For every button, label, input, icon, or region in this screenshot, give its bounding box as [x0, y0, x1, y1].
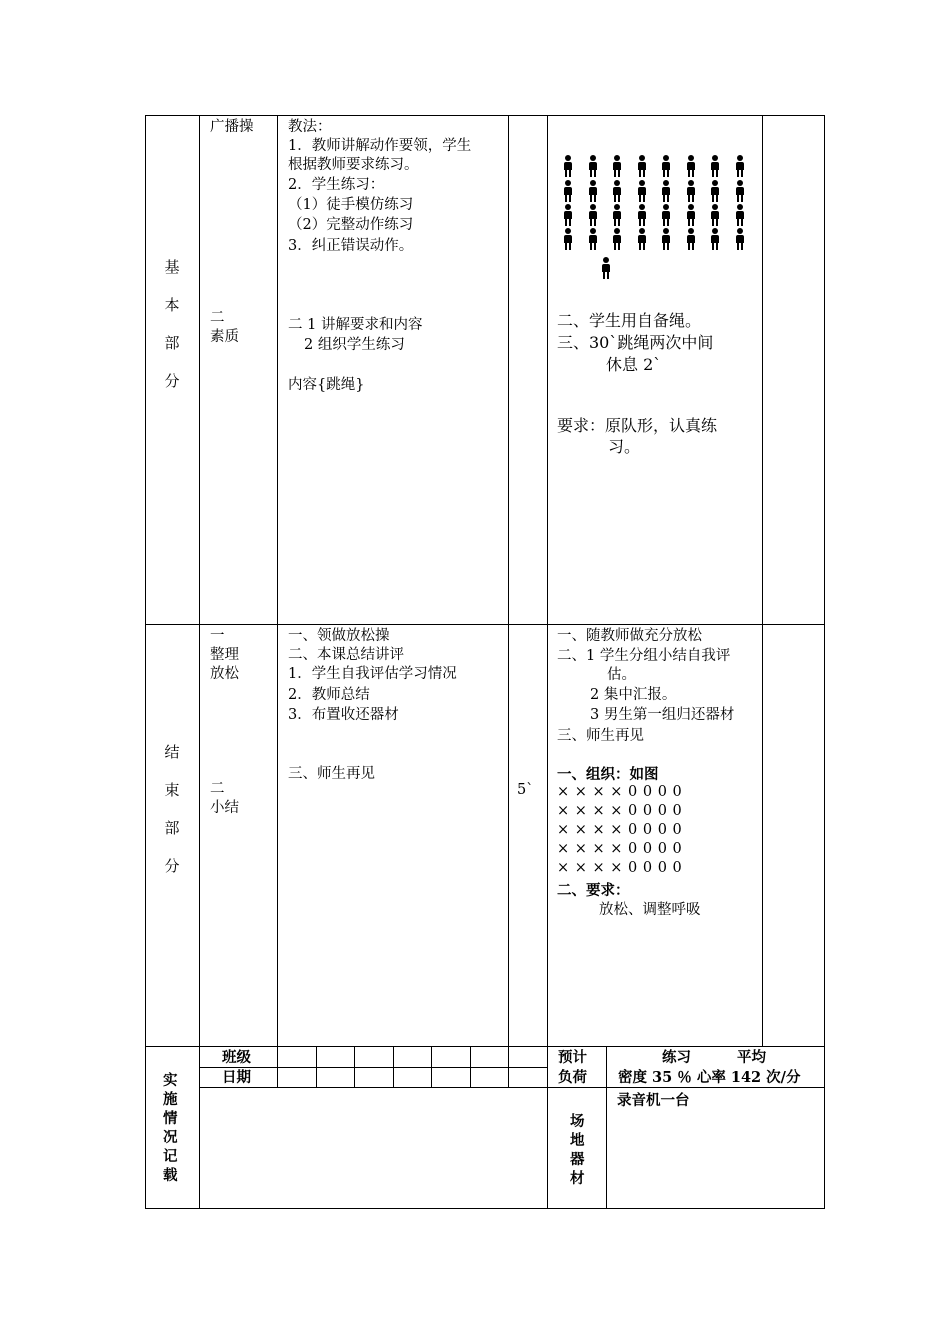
col-divider-1 [199, 115, 200, 1209]
fitness-num: 二 [210, 310, 225, 326]
content-line: 一、领做放松操 [288, 628, 390, 644]
org-heading: 一、组织：如图 [557, 766, 659, 783]
venue-char: 材 [570, 1170, 585, 1187]
section-label-char: 情 [163, 1110, 178, 1127]
student-figure-icon [736, 180, 744, 202]
student-figure-icon [711, 228, 719, 250]
load-average-label: 平均 [737, 1049, 766, 1066]
student-figure-icon [687, 228, 695, 250]
content-line: （1）徒手模仿练习 [288, 197, 414, 213]
student-figure-icon [687, 204, 695, 226]
date-label: 日期 [222, 1069, 251, 1086]
section-label-char: 基 [164, 258, 180, 276]
org-line: 休息 2` [606, 355, 662, 374]
student-figure-icon [589, 204, 597, 226]
org-line: 一、随教师做充分放松 [557, 628, 702, 644]
row-divider-3 [199, 1087, 825, 1088]
content-line: 教法： [288, 119, 332, 135]
section-label-char: 束 [164, 781, 180, 799]
org-line: 二、学生用自备绳。 [557, 311, 702, 330]
student-figure-icon [711, 180, 719, 202]
content-line: 二 1 讲解要求和内容 [288, 317, 423, 333]
relax-label-a: 整理 [210, 647, 239, 663]
table-border-bottom [145, 1208, 825, 1209]
content-line: 1．学生自我评估学习情况 [288, 666, 457, 682]
table-border-top [145, 115, 825, 116]
org-line: 3 男生第一组归还器材 [590, 707, 735, 723]
content-line: 2．学生练习： [288, 177, 385, 193]
org-line: 放松、调整呼吸 [599, 902, 701, 918]
org-line: 估。 [607, 667, 636, 683]
teacher-figure-icon [602, 257, 610, 279]
student-figure-icon [589, 228, 597, 250]
student-figure-icon [687, 155, 695, 177]
section-label-char: 施 [163, 1091, 178, 1108]
table-border-right [824, 115, 825, 1209]
broadcast-exercise-label: 广播操 [210, 119, 254, 135]
equipment-text: 录音机一台 [617, 1092, 690, 1109]
venue-char: 地 [570, 1132, 585, 1149]
student-figure-icon [613, 180, 621, 202]
student-figure-icon [736, 228, 744, 250]
student-figure-icon [564, 204, 572, 226]
formation-row: × × × × 0 0 0 0 [557, 841, 683, 857]
formation-row: × × × × 0 0 0 0 [557, 860, 683, 876]
col-divider-5 [762, 115, 763, 1047]
summary-label: 小结 [210, 800, 239, 816]
student-figure-icon [564, 228, 572, 250]
fitness-label: 素质 [210, 329, 239, 345]
venue-char: 场 [570, 1113, 585, 1130]
formation-row: × × × × 0 0 0 0 [557, 784, 683, 800]
student-figure-icon [711, 204, 719, 226]
student-figure-icon [662, 155, 670, 177]
col-divider-4 [547, 115, 548, 1209]
student-figure-icon [711, 155, 719, 177]
content-line: 2 组织学生练习 [304, 337, 405, 353]
student-figure-icon [736, 204, 744, 226]
load-density-heartrate: 密度 35 ％ 心率 142 次/分 [618, 1069, 801, 1086]
section-label-char: 部 [164, 819, 180, 837]
relax-label-b: 放松 [210, 666, 239, 682]
grid-col [431, 1046, 432, 1088]
grid-col [354, 1046, 355, 1088]
section-label-char: 记 [163, 1148, 178, 1165]
section-label-char: 分 [164, 372, 180, 390]
student-figure-icon [638, 155, 646, 177]
content-line: 根据教师要求练习。 [288, 157, 419, 173]
section-label-char: 实 [163, 1072, 178, 1089]
student-figure-icon [638, 180, 646, 202]
grid-col [316, 1046, 317, 1088]
load-label-a: 预计 [558, 1049, 587, 1066]
col-divider-3 [508, 115, 509, 1047]
content-line: 二、本课总结讲评 [288, 647, 404, 663]
student-figure-icon [662, 180, 670, 202]
venue-char: 器 [570, 1151, 585, 1168]
row-divider-1 [145, 624, 825, 625]
student-figure-icon [736, 155, 744, 177]
student-figure-icon [662, 204, 670, 226]
org-line: 2 集中汇报。 [590, 687, 677, 703]
col-divider-load [606, 1046, 607, 1209]
student-figure-icon [613, 204, 621, 226]
section-label-char: 结 [164, 743, 180, 761]
formation-row: × × × × 0 0 0 0 [557, 822, 683, 838]
student-figure-icon [638, 228, 646, 250]
relax-num: 一 [210, 628, 225, 644]
col-divider-2 [277, 115, 278, 1088]
grid-col [470, 1046, 471, 1088]
section-label-char: 况 [163, 1129, 178, 1146]
table-border-left [145, 115, 146, 1209]
student-figure-icon [613, 155, 621, 177]
content-line: 3．纠正错误动作。 [288, 238, 414, 254]
section-label-char: 本 [164, 296, 180, 314]
section-label-char: 载 [163, 1167, 178, 1184]
content-line: 2．教师总结 [288, 687, 370, 703]
org-line: 三、师生再见 [557, 728, 644, 744]
org-line: 三、30`跳绳两次中间 [557, 333, 714, 352]
row-divider-2 [145, 1046, 825, 1047]
grid-col [508, 1046, 509, 1088]
student-figure-icon [638, 204, 646, 226]
student-figure-icon [564, 180, 572, 202]
content-line: 1．教师讲解动作要领，学生 [288, 138, 472, 154]
load-label-b: 负荷 [558, 1069, 587, 1086]
content-line: 3．布置收还器材 [288, 707, 399, 723]
student-figure-icon [687, 180, 695, 202]
content-line: （2）完整动作练习 [288, 217, 414, 233]
org-line: 习。 [608, 437, 641, 456]
student-figure-icon [589, 180, 597, 202]
load-practice-label: 练习 [662, 1049, 691, 1066]
content-line: 内容{跳绳} [288, 377, 365, 393]
ending-time: 5` [517, 782, 534, 798]
formation-row: × × × × 0 0 0 0 [557, 803, 683, 819]
student-figure-icon [564, 155, 572, 177]
student-figure-icon [613, 228, 621, 250]
section-label-char: 部 [164, 334, 180, 352]
org-line: 要求：原队形，认真练 [557, 416, 718, 435]
content-line: 三、师生再见 [288, 766, 375, 782]
row-divider-class-date [199, 1067, 547, 1068]
class-label: 班级 [222, 1049, 251, 1066]
summary-num: 二 [210, 781, 225, 797]
student-figure-icon [589, 155, 597, 177]
org-heading: 二、要求： [557, 882, 630, 899]
section-label-char: 分 [164, 857, 180, 875]
student-figure-icon [662, 228, 670, 250]
grid-col [393, 1046, 394, 1088]
org-line: 二、1 学生分组小结自我评 [557, 648, 731, 664]
